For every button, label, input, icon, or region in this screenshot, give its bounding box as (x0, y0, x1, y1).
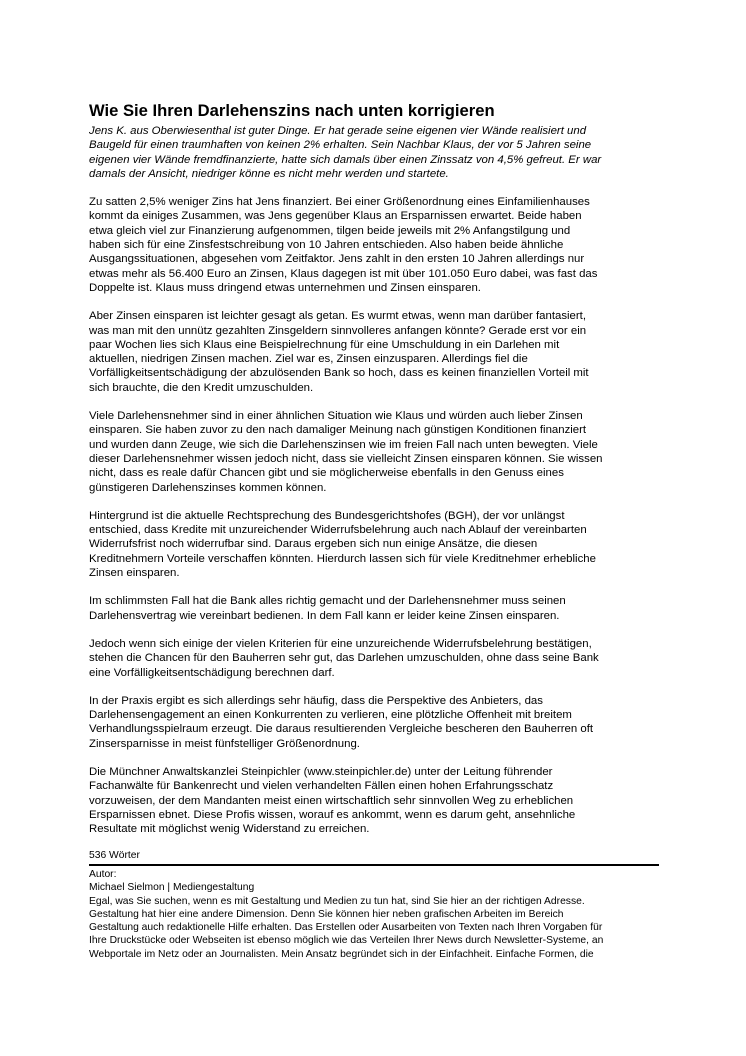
bio-line: Ihre Druckstücke oder Webseiten ist ebenso möglich wie das Verteilen Ihrer News durch Newsletter-Systeme, an (89, 935, 604, 947)
text-line: Die Münchner Anwaltskanzlei Steinpichler (www.steinpichler.de) unter der Leitung führender (89, 765, 553, 778)
author-bio (89, 895, 669, 961)
paragraph (89, 594, 669, 623)
text-line: aktuellen, niedrigen Zinsen machen. Ziel war es, Zinsen einzusparen. Allerdings fiel die (89, 353, 528, 366)
text-line: stehen die Chancen für den Bauherren sehr gut, das Darlehen umzuschulden, ohne dass seine Bank (89, 652, 599, 665)
page-title: Wie Sie Ihren Darlehenszins nach unten korrigieren (89, 101, 495, 121)
text-line: eine Vorfälligkeitsentschädigung berechnen darf. (89, 666, 335, 679)
article-body (89, 124, 669, 850)
bio-line: Gestaltung auch redaktionelle Hilfe erhalten. Das Erstellen oder Ausarbeiten von Texten nach Ihren Vorgaben für (89, 922, 603, 934)
author-name: Michael Sielmon | Mediengestaltung (89, 882, 255, 894)
text-line: Darlehensengagement an einen Konkurrenten zu verlieren, eine plötzliche Offenheit mit breitem (89, 709, 572, 722)
paragraph (89, 637, 669, 680)
text-line: Widerrufsfrist noch widerrufbar sind. Daraus ergeben sich nun einige Ansätze, die diesen (89, 538, 538, 551)
text-line: Hintergrund ist die aktuelle Rechtsprechung des Bundesgerichtshofes (BGH), der vor unlängst (89, 509, 565, 522)
bio-line: Gestaltung hat hier eine andere Dimension. Denn Sie können hier neben grafischen Arbeiten im Bereich (89, 908, 564, 920)
text-line: sich brauchte, die den Kredit umzuschulden. (89, 381, 314, 394)
text-line: Jedoch wenn sich einige der vielen Kriterien für eine unzureichende Widerrufsbelehrung bestätigen, (89, 637, 592, 650)
text-line: In der Praxis ergibt es sich allerdings sehr häufig, dass die Perspektive des Anbieters, das (89, 694, 543, 707)
text-line: vorzuweisen, der dem Mandanten meist einen wirtschaftlich sehr sinnvollen Weg zu erheblichen (89, 794, 574, 807)
text-line: Zu satten 2,5% weniger Zins hat Jens finanziert. Bei einer Größenordnung eines Einfamilienhauses (89, 196, 590, 209)
text-line: einsparen. Sie haben zuvor zu den nach damaliger Meinung nach günstigen Konditionen finanziert (89, 424, 587, 437)
text-line: und wurden dann Zeuge, wie sich die Darlehenszinsen wie im freien Fall nach unten bewegten. Viele (89, 438, 598, 451)
text-line: entschied, dass Kredite mit unzureichender Widerrufsbelehrung auch nach Ablauf der vereinbarten (89, 524, 587, 537)
text-line: Fachanwälte für Bankenrecht und vielen verhandelten Fällen einen hohen Erfahrungsschatz (89, 780, 554, 793)
text-line: Darlehensvertrag wie vereinbart bedienen. In dem Fall kann er leider keine Zinsen einsparen. (89, 609, 560, 622)
text-line: Baugeld für einen traumhaften von keinen 2% erhalten. Sein Nachbar Klaus, der vor 5 Jahren seine (89, 139, 592, 152)
paragraph (89, 509, 669, 580)
bio-line: Webportale im Netz oder an Journalisten. Mein Ansatz begründet sich in der Einfachheit. Einfache Formen, die (89, 948, 594, 960)
text-line: nicht, dass es reale dafür Chancen gibt und sie möglicherweise ebenfalls in den Genuss eines (89, 467, 564, 480)
text-line: dieser Darlehensnehmer wissen jedoch nicht, dass sie vielleicht Zinsen einsparen können. Sie wissen (89, 452, 603, 465)
paragraph (89, 309, 669, 395)
text-line: Kreditnehmern Vorteile verschaffen könnten. Hierdurch lassen sich für viele Kreditnehmer erhebliche (89, 552, 596, 565)
text-line: Aber Zinsen einsparen ist leichter gesagt als getan. Es wurmt etwas, wenn man darüber fantasiert, (89, 310, 587, 323)
text-line: Doppelte ist. Klaus muss dringend etwas unternehmen und Zinsen einsparen. (89, 281, 481, 294)
paragraph (89, 409, 669, 495)
text-line: etwa gleich viel zur Finanzierung aufgenommen, tilgen beide jeweils mit 2% Anfangstilgung und (89, 224, 571, 237)
text-line: damals der Ansicht, niedriger könne es nicht mehr werden und startete. (89, 167, 449, 180)
paragraph (89, 694, 669, 751)
text-line: haben sich für eine Zinsfestschreibung von 10 Jahren entschieden. Also haben beide ähnliche (89, 239, 564, 252)
text-line: Ersparnissen ebnet. Diese Profis wissen, worauf es ankommt, wenn es darum geht, ansehnliche (89, 808, 576, 821)
author-label: Autor: (89, 869, 117, 880)
text-line: Jens K. aus Oberwiesenthal ist guter Dinge. Er hat gerade seine eigenen vier Wände realisiert und (89, 125, 587, 137)
text-line: was man mit den unnütz gezahlten Zinsgeldern sinnvolleres anfangen könnte? Gerade erst vor ein (89, 324, 587, 337)
paragraph (89, 195, 669, 295)
text-line: Resultate mit möglichst wenig Widerstand zu erreichen. (89, 823, 370, 836)
paragraph (89, 765, 669, 836)
bio-line: Egal, was Sie suchen, wenn es mit Gestaltung und Medien zu tun hat, sind Sie hier an der richtigen Adresse. (89, 895, 585, 907)
text-line: Zinsersparnisse in meist fünfstelliger Größenordnung. (89, 737, 360, 750)
divider (89, 864, 659, 866)
text-line: Zinsen einsparen. (89, 567, 180, 580)
text-line: Vorfälligkeitsentschädigung der abzulösenden Bank so hoch, dass es keinen finanziellen Vorteil mit (89, 367, 589, 380)
text-line: etwas mehr als 56.400 Euro an Zinsen, Klaus dagegen ist mit über 101.050 Euro dabei, was fast das (89, 267, 598, 280)
intro-paragraph (89, 124, 669, 181)
text-line: eigenen vier Wände fremdfinanzierte, hatte sich damals über einen Zinssatz von 4,5% gefreut. Er war (89, 153, 602, 166)
author-box (89, 868, 669, 961)
text-line: kommt da einiges Zusammen, was Jens gegenüber Klaus an Ersparnissen erwartet. Beide haben (89, 210, 582, 223)
text-line: paar Wochen lies sich Klaus eine Beispielrechnung für eine Umschuldung in ein Darlehen mit (89, 338, 560, 351)
text-line: Ausgangssituationen, abgesehen vom Zeitfaktor. Jens zahlt in den ersten 10 Jahren allerdings nur (89, 253, 585, 266)
text-line: Im schlimmsten Fall hat die Bank alles richtig gemacht und der Darlehensnehmer muss seinen (89, 595, 566, 608)
text-line: Viele Darlehensnehmer sind in einer ähnlichen Situation wie Klaus und würden auch lieber Zinsen (89, 410, 583, 423)
text-line: Verhandlungsspielraum erzeugt. Die daraus resultierenden Vergleiche bescheren den Bauherren oft (89, 723, 594, 736)
text-line: günstigeren Darlehenszinses kommen können. (89, 481, 327, 494)
word-count: 536 Wörter (89, 850, 140, 861)
